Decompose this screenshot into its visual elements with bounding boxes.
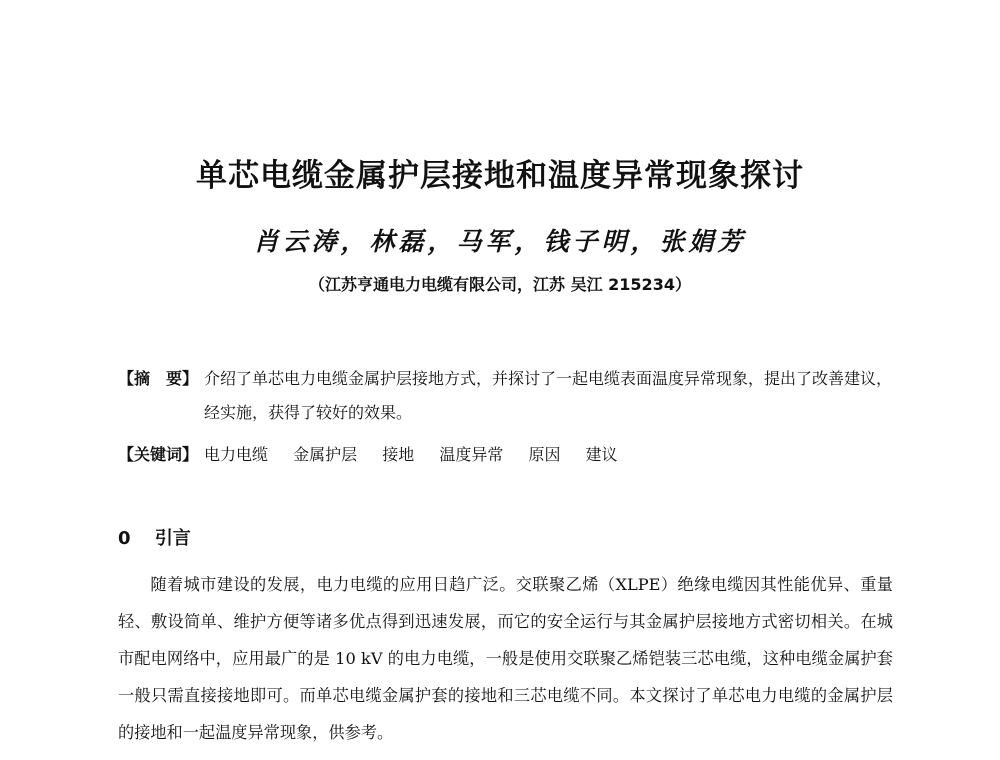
paper-title: 单芯电缆金属护层接地和温度异常现象探讨 (196, 158, 804, 194)
paper-affiliation: （江苏亨通电力电缆有限公司，江苏 吴江 215234） (309, 275, 691, 294)
abstract-block (118, 362, 898, 430)
intro-paragraph: 随着城市建设的发展，电力电缆的应用日趋广泛。交联聚乙烯（XLPE）绝缘电缆因其性能优异、重量轻、敷设简单、维护方便等诸多优点得到迅速发展，而它的安全运行与其金属护层接地方式密切相关。在城市配电网络中，应用最广的是 10 kV 的电力电缆，一般是使用交联聚乙烯铠装三芯电缆，这种电缆金属护套一般只需直接接地即可。而单芯电缆金属护套的接地和三芯电缆不同。本文探讨了单芯电力电缆的金属护层的接地和一起温度异常现象，供参考。 (118, 575, 893, 742)
abstract-text: 介绍了单芯电力电缆金属护层接地方式，并探讨了一起电缆表面温度异常现象，提出了改善建议，经实施，获得了较好的效果。 (204, 369, 893, 422)
keyword: 金属护层 (293, 445, 358, 464)
abstract-label: 【摘 要】 (118, 369, 199, 388)
keywords-block (118, 438, 898, 472)
section-heading (118, 524, 191, 550)
keywords-label: 【关键词】 (118, 445, 199, 464)
keyword: 温度异常 (439, 445, 504, 464)
keywords-list (204, 438, 638, 472)
paper-authors: 肖云涛，林磊，马军，钱子明，张娟芳 (253, 227, 747, 256)
keyword: 接地 (382, 445, 415, 464)
keyword: 原因 (528, 445, 561, 464)
section-number: 0 (118, 528, 131, 549)
keyword: 建议 (585, 445, 618, 464)
keyword: 电力电缆 (204, 445, 269, 464)
section-title: 引言 (154, 528, 191, 549)
